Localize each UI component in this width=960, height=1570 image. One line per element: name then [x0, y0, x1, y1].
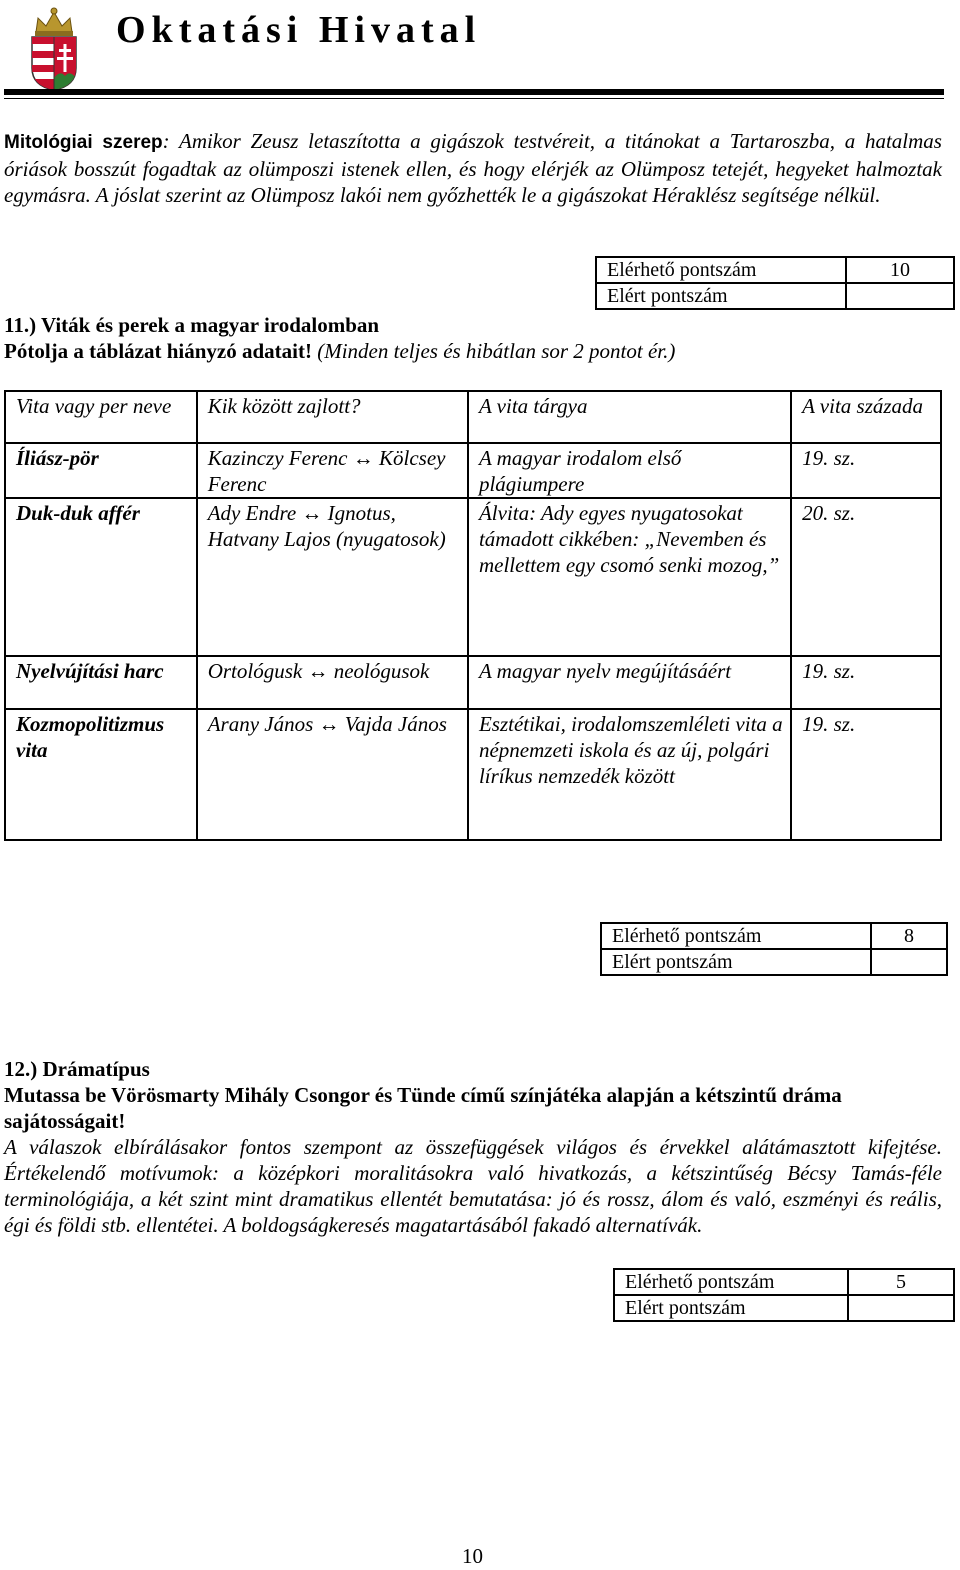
- achieved-points-value[interactable]: [846, 283, 954, 309]
- table-cell: Kazinczy Ferenc ↔ Kölcsey Ferenc: [197, 443, 468, 498]
- q11-instruction-note: (Minden teljes és hibátlan sor 2 pontot ér.): [317, 339, 676, 363]
- table-row: [5, 443, 941, 498]
- intro-lead: Mitológiai szerep: [4, 132, 163, 153]
- table-cell: Arany János ↔ Vajda János: [197, 709, 468, 840]
- available-points-label: Elérhető pontszám: [601, 923, 871, 949]
- table-row: [5, 656, 941, 709]
- intro-paragraph: [4, 128, 942, 208]
- table-cell: 19. sz.: [791, 443, 941, 498]
- table-row: [5, 498, 941, 656]
- table-cell: Duk-duk affér: [5, 498, 197, 656]
- achieved-points-value[interactable]: [848, 1295, 954, 1321]
- available-points-value: 8: [871, 923, 947, 949]
- table-cell: A magyar nyelv megújításáért: [468, 656, 791, 709]
- table-cell: 19. sz.: [791, 709, 941, 840]
- available-points-label: Elérhető pontszám: [596, 257, 846, 283]
- q12-task-block: [4, 1082, 942, 1238]
- achieved-points-label: Elért pontszám: [601, 949, 871, 975]
- available-points-value: 5: [848, 1269, 954, 1295]
- q11-instruction-bold: Pótolja a táblázat hiányzó adatait!: [4, 339, 312, 363]
- score-box-q11: [595, 256, 955, 310]
- header-divider-thin: [4, 98, 944, 99]
- table-cell: Ady Endre ↔ Ignotus, Hatvany Lajos (nyugatosok): [197, 498, 468, 656]
- page-number: 10: [462, 1544, 483, 1568]
- q12-criteria: A válaszok elbírálásakor fontos szempont az összefüggések világos és érvekkel alátámasztott kifejtése. Értékelendő motívumok: a középkori moralitásokra való hivatkozás, a kétszintűség Bécsy Tamás-féle terminológiája, a két szint mint dramatikus ellentét bemutatása: jó és rossz, álom és való, eszményi és reális, égi és földi stb. ellentétei. A boldogságkeresés magatartásából fakadó alternatívák.: [4, 1135, 942, 1237]
- debates-table: [4, 390, 942, 841]
- table-header-row: [5, 391, 941, 443]
- table-cell: Íliász-pör: [5, 443, 197, 498]
- intro-text: : Amikor Zeusz letaszította a gigászok testvéreit, a titánokat a Tartaroszba, a hatalmas óriások bosszút fogadtak az olümposzi istenek ellen, és hogy elérjék az Olümposz tetejét, hegyeket halmoztak egymásra. A jóslat szerint az Olümposz lakói nem győzhették le a gigászokat Héraklész segítsége nélkül.: [4, 129, 942, 207]
- table-cell: A magyar irodalom első plágiumpere: [468, 443, 791, 498]
- achieved-points-label: Elért pontszám: [614, 1295, 848, 1321]
- organization-title: Oktatási Hivatal: [116, 9, 482, 51]
- available-points-label: Elérhető pontszám: [614, 1269, 848, 1295]
- header-divider-thick: [4, 89, 944, 95]
- q12-title: 12.) Drámatípus: [4, 1057, 150, 1081]
- table-cell: Álvita: Ady egyes nyugatosokat támadott cikkében: „Nevemben és mellettem egy csomó senki mozog,”: [468, 498, 791, 656]
- q11-title: 11.) Viták és perek a magyar irodalomban: [4, 313, 380, 337]
- table-cell: Kozmopolitizmus vita: [5, 709, 197, 840]
- score-box-q12: [613, 1268, 955, 1322]
- available-points-value: 10: [846, 257, 954, 283]
- table-cell: 20. sz.: [791, 498, 941, 656]
- table-row: [5, 709, 941, 840]
- table-cell: 19. sz.: [791, 656, 941, 709]
- table-cell: Nyelvújítási harc: [5, 656, 197, 709]
- q12-task: Mutassa be Vörösmarty Mihály Csongor és Tünde című színjátéka alapján a kétszintű dráma sajátosságait!: [4, 1083, 842, 1133]
- table-header-cell: A vita tárgya: [468, 391, 791, 443]
- table-header-cell: A vita százada: [791, 391, 941, 443]
- table-cell: Esztétikai, irodalomszemléleti vita a népnemzeti iskola és az új, polgári líríkus nemzedék között: [468, 709, 791, 840]
- hungarian-coat-of-arms-logo: [26, 6, 82, 92]
- table-header-cell: Kik között zajlott?: [197, 391, 468, 443]
- table-header-cell: Vita vagy per neve: [5, 391, 197, 443]
- table-cell: Ortológusk ↔ neológusok: [197, 656, 468, 709]
- q11-instruction: [4, 338, 675, 364]
- achieved-points-value[interactable]: [871, 949, 947, 975]
- achieved-points-label: Elért pontszám: [596, 283, 846, 309]
- score-box-q11-total: [600, 922, 948, 976]
